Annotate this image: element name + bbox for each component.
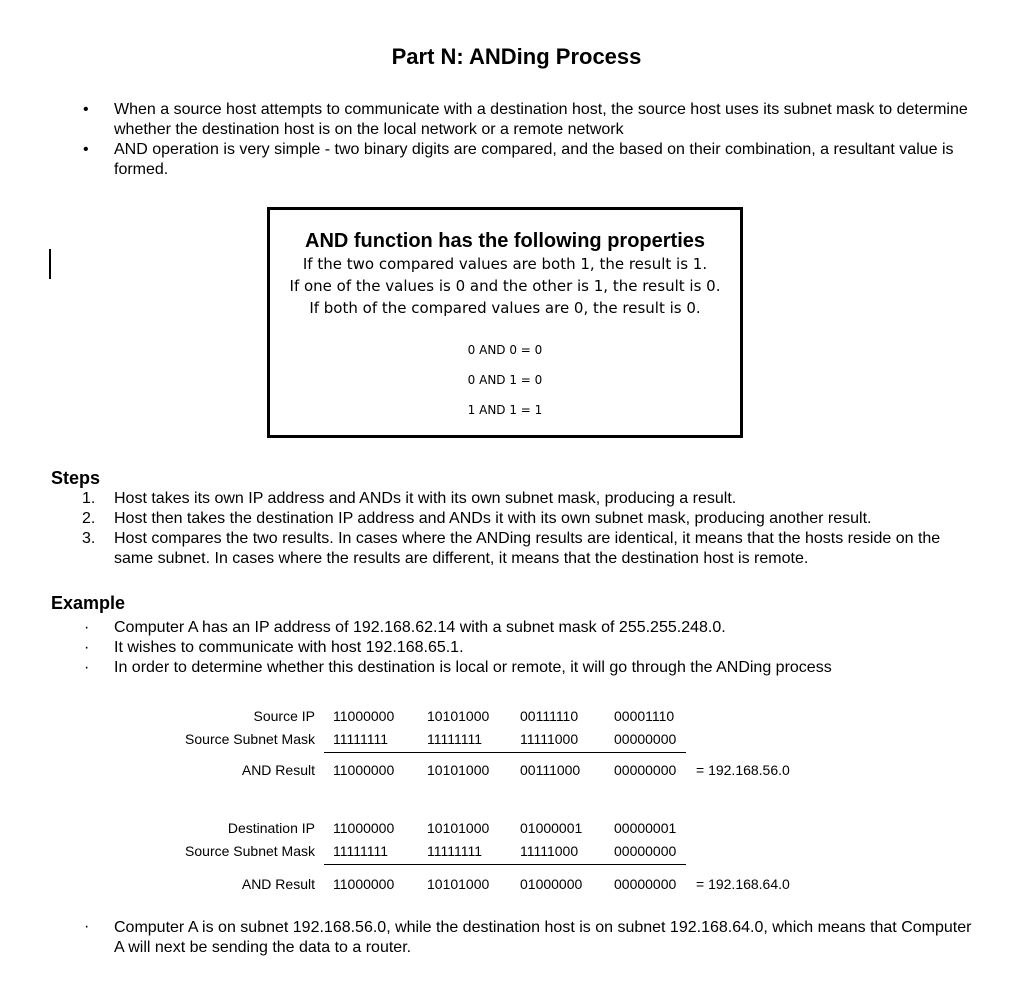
list-item — [0, 658, 1024, 678]
octet: 00000000 — [614, 731, 677, 747]
and-result-value: = 192.168.64.0 — [696, 876, 790, 892]
bullet-icon: • — [83, 141, 89, 158]
octet: 11111111 — [427, 843, 483, 859]
octet: 11111111 — [333, 843, 389, 859]
octet: 00000000 — [614, 762, 677, 778]
bullet-icon: • — [83, 101, 89, 118]
row-label: AND Result — [241, 876, 315, 892]
intro-bullets — [0, 100, 1024, 180]
row-label: Source Subnet Mask — [185, 843, 315, 859]
step-number: 1. — [82, 490, 96, 507]
and-result-value: = 192.168.56.0 — [696, 762, 790, 778]
octet: 10101000 — [427, 708, 490, 724]
octet: 00000000 — [614, 843, 677, 859]
octet: 11000000 — [333, 708, 395, 724]
bullet-icon: · — [84, 639, 90, 656]
list-item — [0, 489, 974, 509]
row-label: Source IP — [253, 708, 315, 724]
octet: 11111111 — [427, 731, 483, 747]
step-text: Host then takes the destination IP address and ANDs it with its own subnet mask, producing another result. — [114, 510, 872, 527]
calc-row — [0, 729, 1024, 749]
truth-row: 0 AND 0 = 0 — [467, 343, 543, 357]
and-property: If one of the values is 0 and the other is 1, the result is 0. — [289, 277, 721, 295]
octet: 10101000 — [427, 876, 490, 892]
bullet-icon: · — [84, 659, 90, 676]
example-heading: Example — [51, 593, 126, 613]
and-property: If the two compared values are both 1, the result is 1. — [302, 255, 708, 273]
step-text: Host compares the two results. In cases where the ANDing results are identical, it means that the hosts reside on the same subnet. In cases where the results are different, it means that the destination host is remote. — [114, 530, 941, 567]
octet: 11000000 — [333, 876, 395, 892]
list-item — [0, 509, 974, 529]
truth-row: 0 AND 1 = 0 — [467, 373, 543, 387]
conclusion — [0, 918, 1024, 958]
conclusion-text: Computer A is on subnet 192.168.56.0, while the destination host is on subnet 192.168.64.0, which means that Computer A will next be sending the data to a router. — [114, 919, 972, 956]
bullet-text: AND operation is very simple - two binary digits are compared, and the based on their combination, a resultant value is formed. — [114, 141, 954, 178]
list-item — [0, 529, 974, 569]
step-text: Host takes its own IP address and ANDs it with its own subnet mask, producing a result. — [114, 490, 737, 507]
octet: 00000001 — [614, 820, 677, 836]
step-number: 3. — [82, 530, 96, 547]
and-box-heading: AND function has the following properties — [305, 230, 705, 252]
example-list — [0, 618, 1024, 678]
and-property: If both of the compared values are 0, the result is 0. — [309, 299, 701, 317]
example-text: Computer A has an IP address of 192.168.62.14 with a subnet mask of 255.255.248.0. — [114, 619, 726, 636]
row-label: AND Result — [241, 762, 315, 778]
text-cursor — [49, 249, 51, 279]
octet: 00000000 — [614, 876, 677, 892]
octet: 01000001 — [520, 820, 583, 836]
octet: 10101000 — [427, 820, 490, 836]
calc-row — [0, 818, 1024, 838]
and-properties-box — [267, 207, 743, 438]
steps-list — [0, 489, 1024, 569]
bullet-icon: · — [84, 619, 90, 636]
sum-line — [324, 752, 686, 753]
bullet-icon: · — [84, 918, 90, 935]
octet: 01000000 — [520, 876, 583, 892]
octet: 11111111 — [333, 731, 389, 747]
truth-table — [270, 335, 740, 425]
calc-row — [0, 706, 1024, 726]
octet: 11111000 — [520, 731, 579, 747]
calc-row — [0, 874, 1024, 894]
octet: 11000000 — [333, 762, 395, 778]
list-item — [0, 140, 984, 180]
step-number: 2. — [82, 510, 96, 527]
example-text: It wishes to communicate with host 192.168.65.1. — [114, 639, 464, 656]
list-item — [0, 638, 1024, 658]
example-text: In order to determine whether this destination is local or remote, it will go through the ANDing process — [114, 659, 832, 676]
page-title: Part N: ANDing Process — [391, 44, 642, 69]
octet: 10101000 — [427, 762, 490, 778]
octet: 00111110 — [520, 708, 579, 724]
row-label: Destination IP — [227, 820, 315, 836]
steps-heading: Steps — [51, 468, 101, 488]
calc-row — [0, 841, 1024, 861]
bullet-text: When a source host attempts to communicate with a destination host, the source host uses its subnet mask to determine whether the destination host is on the local network or a remote network — [114, 101, 968, 138]
octet: 00111000 — [520, 762, 581, 778]
list-item — [0, 618, 1024, 638]
sum-line — [324, 864, 686, 865]
octet: 00001110 — [614, 708, 675, 724]
truth-row: 1 AND 1 = 1 — [467, 403, 543, 417]
calc-row — [0, 760, 1024, 780]
row-label: Source Subnet Mask — [185, 731, 315, 747]
octet: 11111000 — [520, 843, 579, 859]
octet: 11000000 — [333, 820, 395, 836]
list-item — [0, 100, 984, 140]
